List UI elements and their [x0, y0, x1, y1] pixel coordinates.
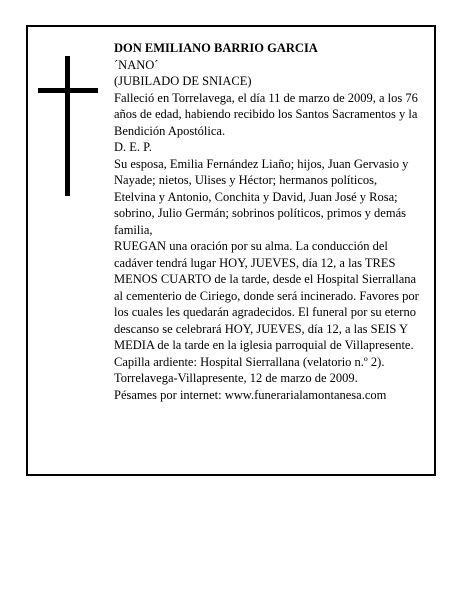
family-list: Su esposa, Emilia Fernández Liaño; hijos, Juan Gervasio y Nayade; nietos, Ulises y Héctor; hermanos políticos, Etelvina y Antonio, Conchita y David, Juan José y Rosa; sobrino, Julio Germán; sobrinos políticos, primos y demás familia, — [114, 156, 409, 237]
chapel-info: Capilla ardiente: Hospital Sierrallana (velatorio n.º 2). — [114, 354, 385, 369]
deceased-nickname: ´NANO´ — [114, 57, 159, 72]
condolences-info: Pésames por internet: www.funerarialamontanesa.com — [114, 387, 387, 402]
funeral-request: RUEGAN una oración por su alma. La conducción del cadáver tendrá lugar HOY, JUEVES, día 12, a las TRES MENOS CUARTO de la tarde, desde el Hospital Sierrallana al cementerio de Ciriego, donde será incinerado. Favores por los cuales les quedarán agradecidos. El funeral por su eterno descanso se celebrará HOY, JUEVES, día 12, a las SEIS Y MEDIA de la tarde en la iglesia parroquial de Villapresente. — [114, 239, 419, 352]
dep-line: D. E. P. — [114, 140, 152, 154]
cross-vertical-bar — [65, 56, 70, 196]
death-announcement: Falleció en Torrelavega, el día 11 de marzo de 2009, a los 76 años de edad, habiendo recibido los Santos Sacramentos y la Bendición Apostólica. — [114, 90, 418, 138]
place-date: Torrelavega-Villapresente, 12 de marzo de 2009. — [114, 371, 358, 385]
cross-horizontal-bar — [38, 88, 98, 93]
notice-body — [114, 40, 420, 403]
deceased-name: DON EMILIANO BARRIO GARCIA — [114, 41, 318, 55]
deceased-role: (JUBILADO DE SNIACE) — [114, 74, 252, 88]
cross-icon — [38, 56, 98, 196]
